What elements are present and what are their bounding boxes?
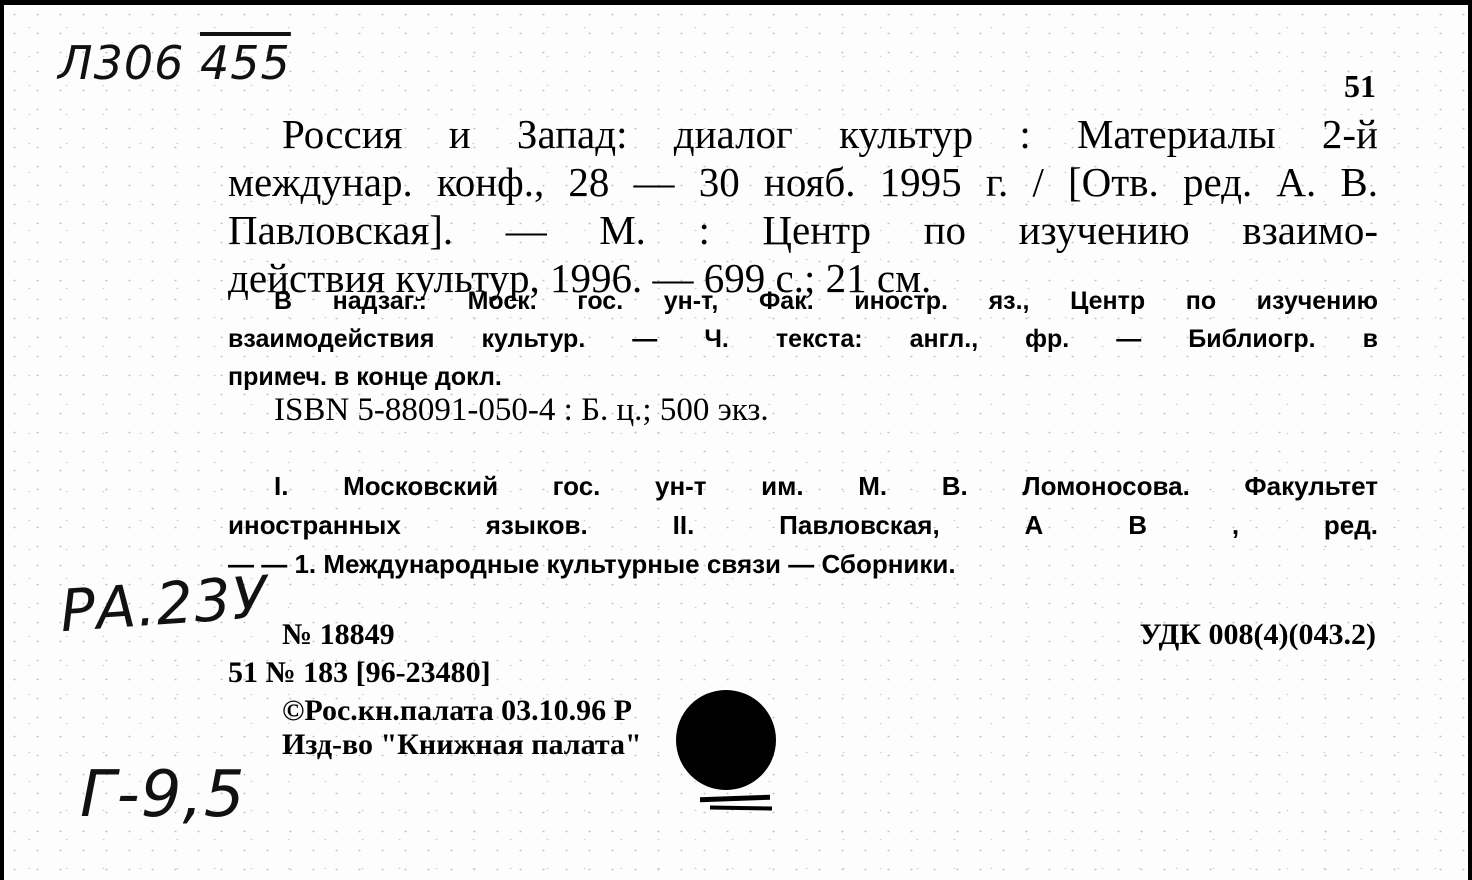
title-line: Павловская]. — М. : Центр по изучению взаимо- xyxy=(228,207,1378,253)
punch-trace-mark xyxy=(710,805,772,810)
handwritten-call-number-suffix: 455 xyxy=(200,36,291,90)
bibliographic-description xyxy=(228,110,1378,302)
notes-section xyxy=(228,282,1378,396)
handwritten-call-number-prefix: Л306 xyxy=(58,36,185,90)
card-top-border xyxy=(0,0,1472,5)
title-line: действия культур, 1996. — 699 с.; 21 см. xyxy=(228,255,932,301)
isbn-line: ISBN 5-88091-050-4 : Б. ц.; 500 экз. xyxy=(274,392,769,428)
publisher-line: Изд-во "Книжная палата" xyxy=(282,728,642,761)
card-right-border xyxy=(1468,0,1472,880)
card-left-border xyxy=(0,0,4,880)
punch-hole xyxy=(676,690,776,790)
tracing-line: иностранных языков. II. Павловская, А В , ред. xyxy=(228,510,1378,540)
record-number: № 18849 xyxy=(282,618,395,651)
handwritten-index-code: Г-9,5 xyxy=(80,758,246,832)
note-line: В надзаг.: Моск. гос. ун-т, Фак. иностр. яз., Центр по изучению xyxy=(274,287,1378,315)
punch-trace-mark xyxy=(700,795,770,802)
title-line: Россия и Запад: диалог культур : Материалы 2-й xyxy=(282,111,1378,157)
handwritten-call-number xyxy=(58,36,291,90)
tracing-line: I. Московский гос. ун-т им. М. В. Ломоносова. Факультет xyxy=(274,471,1378,501)
note-line: примеч. в конце докл. xyxy=(228,363,502,391)
title-line: междунар. конф., 28 — 30 нояб. 1995 г. / [Отв. ред. А. В. xyxy=(228,159,1378,205)
tracing-line: — — 1. Международные культурные связи — Сборники. xyxy=(228,549,956,579)
udc-classification: УДК 008(4)(043.2) xyxy=(1139,618,1376,651)
handwritten-shelf-mark: РА.23У xyxy=(57,562,271,646)
note-line: взаимодействия культур. — Ч. текста: англ., фр. — Библиогр. в xyxy=(228,325,1378,353)
copyright-line: ©Рос.кн.палата 03.10.96 Р xyxy=(282,694,632,727)
tracings-section xyxy=(228,467,1378,584)
order-number: 51 № 183 [96-23480] xyxy=(228,656,491,689)
card-page-number: 51 xyxy=(1344,68,1376,104)
